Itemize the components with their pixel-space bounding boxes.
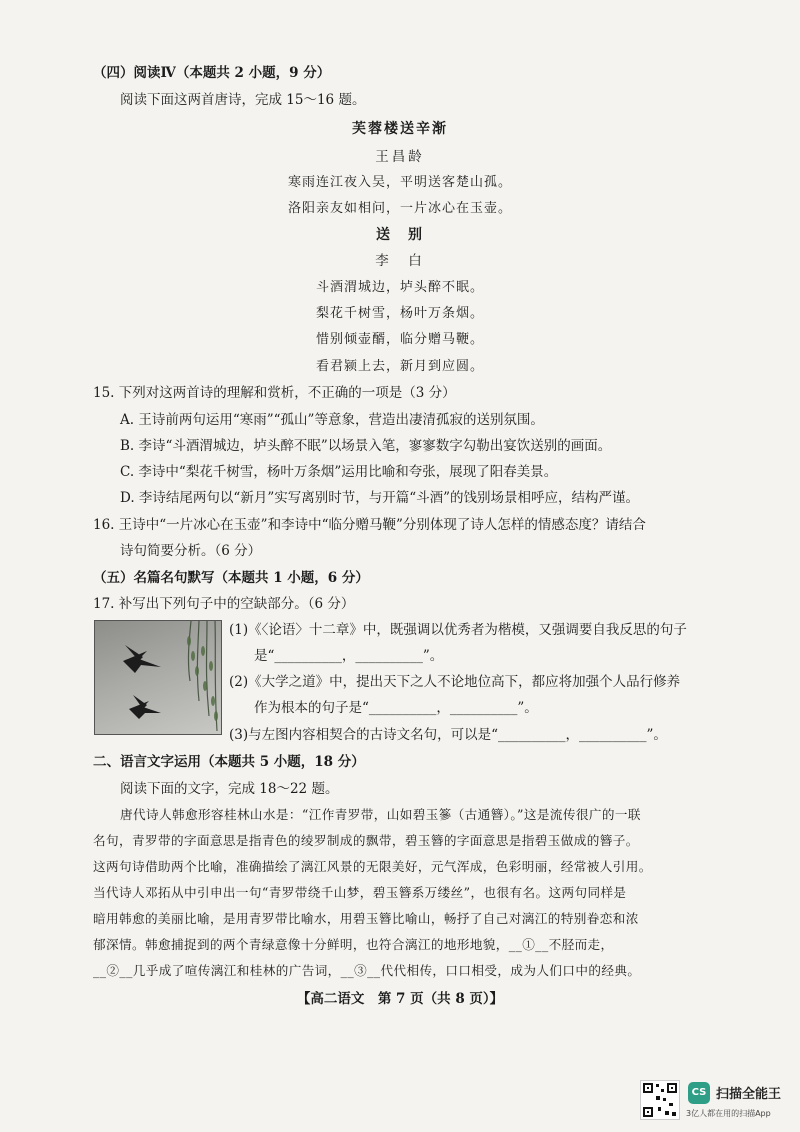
section2-heading: 二、语言文字运用（本题共 5 小题，18 分） xyxy=(93,754,365,770)
q16-line-2: 诗句简要分析。（6 分） xyxy=(120,543,262,559)
q17-item1-line2: 是“__________，__________”。 xyxy=(254,648,444,664)
poem2-line-2: 梨花千树雪，杨叶万条烟。 xyxy=(315,306,484,321)
q17-item2-line1: (2)《大学之道》中，提出天下之人不论地位高下，都应将加强个人品行修养 xyxy=(229,674,681,690)
poem1-author: 王昌龄 xyxy=(375,149,425,165)
page-footer: 【高二语文 第 7 页（共 8 页）】 xyxy=(296,991,504,1007)
section4-intro: 阅读下面这两首唐诗，完成 15～16 题。 xyxy=(120,92,366,108)
q15-option-c: C. 李诗中“梨花千树雪，杨叶万条烟”运用比喻和夸张，展现了阳春美景。 xyxy=(120,464,558,480)
passage-line-2: 名句，青罗带的字面意思是指青色的绫罗制成的飘带，碧玉簪的字面意思是指碧玉做成的簪子。 xyxy=(93,833,639,848)
q15-option-b: B. 李诗“斗酒渭城边，垆头醉不眠”以场景入笔，寥寥数字勾勒出宴饮送别的画面。 xyxy=(120,438,612,454)
camscanner-logo: CS xyxy=(688,1082,710,1104)
passage-line-6: 郁深情。韩愈捕捉到的两个青绿意像十分鲜明，也符合漓江的地形地貌，__①__不胫而走， xyxy=(93,937,614,952)
poem2-author: 李 白 xyxy=(375,253,425,269)
q16-line-1: 16. 王诗中“一片冰心在玉壶”和李诗中“临分赠马鞭”分别体现了诗人怎样的情感态度？请结合 xyxy=(93,517,646,533)
poem1-title: 芙蓉楼送辛渐 xyxy=(352,121,448,137)
section5-heading: （五）名篇名句默写（本题共 1 小题，6 分） xyxy=(93,570,369,586)
q17-item3: (3)与左图内容相契合的古诗文名句，可以是“__________，__________”。 xyxy=(229,727,667,743)
qr-pattern xyxy=(641,1081,679,1119)
q15-option-a: A. 王诗前两句运用“寒雨”“孤山”等意象，营造出凄清孤寂的送别氛围。 xyxy=(120,412,544,428)
swallows-illustration xyxy=(95,621,221,734)
q15-option-d: D. 李诗结尾两句以“新月”实写离别时节，与开篇“斗酒”的饯别场景相呼应，结构严谨。 xyxy=(120,490,640,506)
qr-code-icon xyxy=(640,1080,680,1120)
poem2-line-4: 看君颍上去，新月到应圆。 xyxy=(315,359,484,374)
section4-heading: （四）阅读Ⅳ（本题共 2 小题，9 分） xyxy=(93,65,331,81)
poem1-line-1: 寒雨连江夜入吴，平明送客楚山孤。 xyxy=(287,175,512,190)
poem2-line-3: 惜别倾壶醑，临分赠马鞭。 xyxy=(315,332,484,347)
q17-stem: 17. 补写出下列句子中的空缺部分。（6 分） xyxy=(93,596,355,612)
passage-line-5: 暗用韩愈的美丽比喻，是用青罗带比喻水，用碧玉簪比喻山，畅抒了自己对漓江的特别眷恋和浓 xyxy=(93,911,639,926)
q15-stem: 15. 下列对这两首诗的理解和赏析，不正确的一项是（3 分） xyxy=(93,385,456,401)
passage-line-1: 唐代诗人韩愈形容桂林山水是：“江作青罗带，山如碧玉篸（古通簪）。”这是流传很广的一联 xyxy=(120,807,641,822)
camscanner-tagline: 3亿人都在用的扫描App xyxy=(686,1109,771,1118)
passage-line-7: __②__几乎成了喧传漓江和桂林的广告词，__③__代代相传，口口相受，成为人们口中的经典。 xyxy=(93,963,641,978)
poem2-line-1: 斗酒渭城边，垆头醉不眠。 xyxy=(315,280,484,295)
passage-line-3: 这两句诗借助两个比喻，准确描绘了漓江风景的无限美好，元气浑成，色彩明丽，经常被人引用。 xyxy=(93,859,652,874)
section2-intro: 阅读下面的文字，完成 18～22 题。 xyxy=(120,781,339,797)
poem2-title: 送 别 xyxy=(376,227,424,243)
poem1-line-2: 洛阳亲友如相问，一片冰心在玉壶。 xyxy=(287,201,512,216)
swallows-willow-image xyxy=(94,620,222,735)
camscanner-brand: 扫描全能王 xyxy=(716,1087,782,1102)
q17-item2-line2: 作为根本的句子是“__________，__________”。 xyxy=(254,700,538,716)
passage-line-4: 当代诗人邓拓从中引申出一句“青罗带绕千山梦，碧玉簪系万缕丝”，也很有名。这两句同样是 xyxy=(93,885,627,900)
q17-item1-line1: (1)《〈论语〉十二章》中，既强调以优秀者为楷模，又强调要自我反思的句子 xyxy=(229,622,687,638)
